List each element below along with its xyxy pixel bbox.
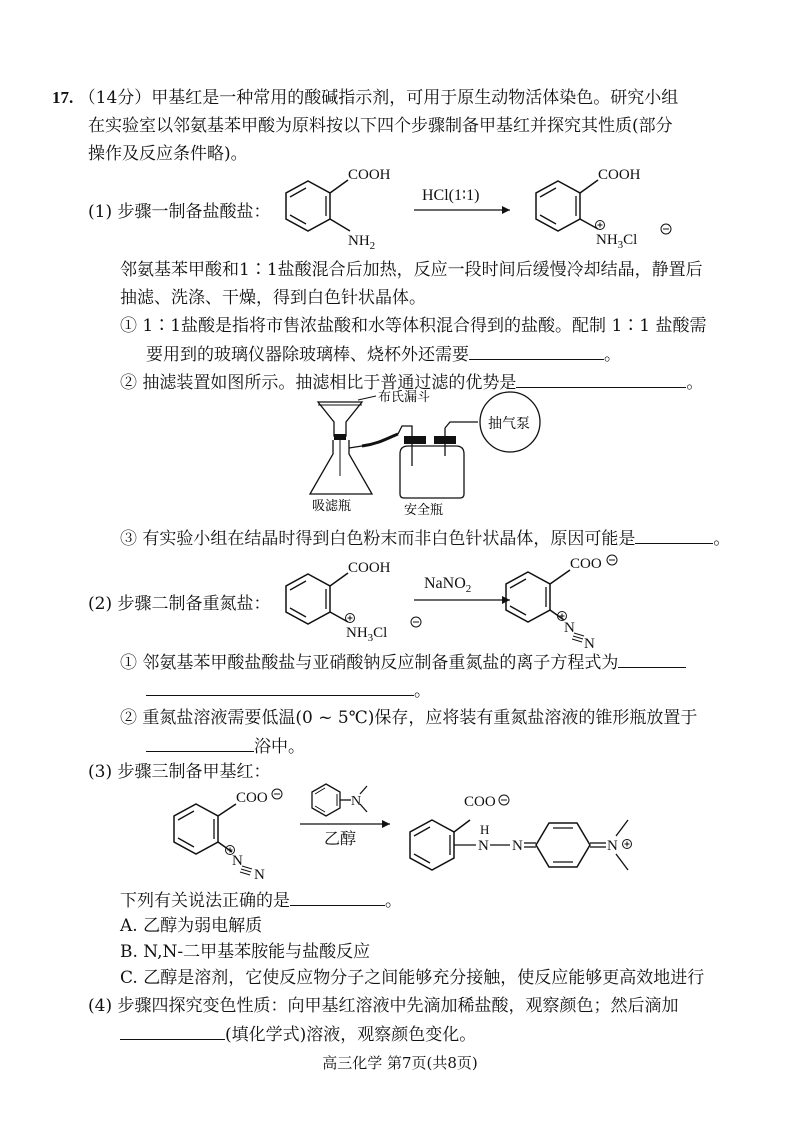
- question-intro-3: 操作及反应条件略)。: [88, 144, 248, 164]
- answer-blank-1c[interactable]: [635, 526, 713, 544]
- part3-label: (3) 步骤三制备甲基红：: [88, 762, 271, 782]
- anthranilic-acid-structure: [278, 163, 398, 253]
- suction-filtration-apparatus: [300, 392, 590, 520]
- answer-blank-1a[interactable]: [469, 342, 604, 360]
- cooh-label-2: COOH: [598, 167, 641, 183]
- nh-h: H: [480, 822, 490, 837]
- diazonium-salt-structure: [498, 550, 638, 650]
- part3-question: 下列有关说法正确的是 。: [120, 888, 402, 913]
- part2-label: (2) 步骤二制备重氮盐：: [88, 594, 271, 614]
- part1-desc-2: 抽滤、洗涤、干燥，得到白色针状晶体。: [120, 288, 426, 308]
- part1-desc-1: 邻氨基苯甲酸和1∶1盐酸混合后加热，反应一段时间后缓慢冷却结晶，静置后: [120, 260, 703, 280]
- part4-line2: (填化学式)溶液，观察颜色变化。: [120, 1022, 476, 1047]
- question-intro-2: 在实验室以邻氨基苯甲酸为原料按以下四个步骤制备甲基红并探究其性质(部分: [88, 116, 673, 136]
- diazo-n2-b: N: [254, 867, 265, 883]
- nh2-label: $NH_2$: [348, 233, 376, 252]
- option-b: B. N,N-二甲基苯胺能与盐酸反应: [120, 942, 371, 962]
- safety-bottle-label: 安全瓶: [404, 503, 444, 518]
- part1-label: (1) 步骤一制备盐酸盐：: [88, 202, 271, 222]
- question-number: 17.: [52, 88, 74, 107]
- diazo-n1-b: N: [232, 853, 243, 869]
- hcl-reagent: HCl(1∶1): [422, 187, 480, 204]
- funnel-label: 布氏漏斗: [378, 390, 431, 405]
- page-footer: 高三化学 第7页(共8页): [322, 1054, 478, 1072]
- coo-label: COO: [570, 556, 602, 572]
- question-number-line: [52, 86, 678, 110]
- methyl-red-synthesis-scheme: [160, 778, 660, 888]
- option-c: C. 乙醇是溶剂，它使反应物分子之间能够充分接触，使反应能够更高效地进行: [120, 968, 705, 988]
- cooh-label: COOH: [348, 167, 391, 183]
- part1-q2: ② 抽滤装置如图所示。抽滤相比于普通过滤的优势是 。: [120, 370, 703, 395]
- answer-blank-2a[interactable]: [618, 650, 686, 668]
- nh3cl-label-2: $NH_3Cl$: [346, 625, 388, 644]
- answer-blank-2a-cont[interactable]: [146, 678, 414, 696]
- diazo-n2: N: [584, 636, 595, 652]
- part2-q2-line2: 浴中。: [146, 734, 305, 759]
- part2-q2-line1: ② 重氮盐溶液需要低温(0 ~ 5℃)保存，应将装有重氮盐溶液的锥形瓶放置于: [120, 708, 698, 728]
- part2-q1-line2: 。: [146, 678, 431, 703]
- dimethylaniline-n: N: [351, 794, 362, 809]
- answer-blank-2b[interactable]: [146, 734, 254, 752]
- azo-n: N: [512, 838, 523, 854]
- ethanol-solvent: 乙醇: [324, 831, 357, 848]
- cooh-label-3: COOH: [348, 560, 391, 576]
- iminium-n: N: [607, 838, 618, 854]
- part1-q3: ③ 有实验小组在结晶时得到白色粉末而非白色针状晶体，原因可能是 。: [120, 526, 730, 551]
- pump-label: 抽气泵: [488, 416, 530, 432]
- option-a: A. 乙醇为弱电解质: [120, 916, 263, 936]
- reaction-arrow-hcl: [410, 182, 520, 222]
- part1-q1-line1: ① 1∶1盐酸是指将市售浓盐酸和水等体积混合得到的盐酸。配制 1∶1 盐酸需: [120, 316, 707, 336]
- nh-n: N: [478, 838, 489, 854]
- answer-blank-4[interactable]: [120, 1022, 225, 1040]
- filter-flask-label: 吸滤瓶: [312, 499, 352, 514]
- question-intro-1: （14分）甲基红是一种常用的酸碱指示剂，可用于原生动物活体染色。研究小组: [78, 88, 679, 108]
- diazo-n1: N: [564, 620, 575, 636]
- nh3cl-label: $NH_3Cl$: [596, 232, 638, 251]
- answer-blank-3[interactable]: [290, 888, 385, 906]
- nano2-reagent: NaNO$_2$: [424, 575, 472, 595]
- coo-label-2: COO: [236, 790, 268, 806]
- coo-label-3: COO: [464, 794, 496, 810]
- part2-q1-line1: ① 邻氨基苯甲酸盐酸盐与亚硝酸钠反应制备重氮盐的离子方程式为: [120, 650, 686, 675]
- part1-q1-line2: 要用到的玻璃仪器除玻璃棒、烧杯外还需要 。: [146, 342, 621, 367]
- answer-blank-1b[interactable]: [516, 370, 686, 388]
- hydrochloride-structure: [528, 163, 688, 253]
- part4-line1: (4) 步骤四探究变色性质：向甲基红溶液中先滴加稀盐酸，观察颜色；然后滴加: [88, 996, 679, 1016]
